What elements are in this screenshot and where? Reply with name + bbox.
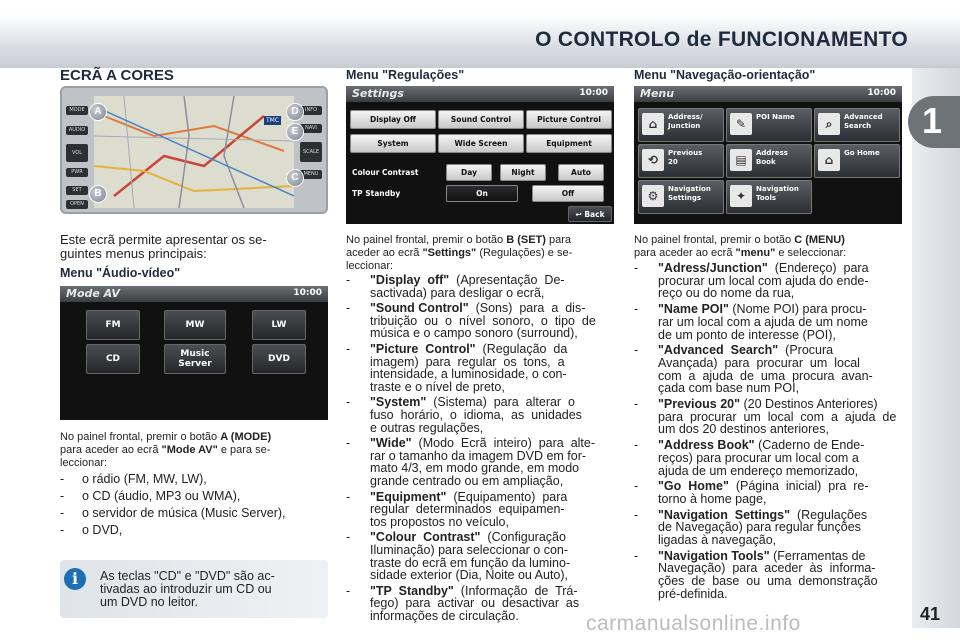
side-strip: [912, 68, 960, 628]
nav-button-icon: ✎: [730, 113, 752, 135]
av-button-music-server[interactable]: Music Server: [164, 344, 226, 374]
device-button-audio: AUDIO: [66, 126, 88, 135]
list-item: - "Equipment" (Equipamento) para regular determinados equipamen- tos propostos no veículo,: [346, 489, 568, 529]
device-button-navi: NAVI: [300, 124, 322, 133]
av-item: - o servidor de música (Music Server),: [60, 506, 286, 520]
settings-screen-time: 10:00: [579, 88, 608, 98]
nav-button-icon: ⟲: [642, 149, 664, 171]
list-item: - "System" (Sistema) para alterar o fuso horário, o idioma, as unidades e outras regulações,: [346, 395, 582, 435]
nav-button[interactable]: ⌕ Advanced Search: [814, 108, 900, 142]
info-line-1: As teclas "CD" e "DVD" são ac-: [100, 569, 275, 583]
settings-button-wide-screen[interactable]: Wide Screen: [438, 134, 524, 153]
nav-button[interactable]: ✦ Navigation Tools: [726, 180, 812, 214]
av-screen-time: 10:00: [293, 288, 322, 298]
nav-button[interactable]: ▤ Address Book: [726, 144, 812, 178]
nav-button-icon: ✦: [730, 185, 752, 207]
nav-button[interactable]: ⌂ Address/ Junction: [638, 108, 724, 142]
nav-button-icon: ⌕: [818, 113, 840, 135]
navigation-map: [94, 96, 294, 208]
section-heading-screen: ECRÃ A CORES: [60, 67, 174, 84]
nav-button[interactable]: ⌂ Go Home: [814, 144, 900, 178]
list-item: - "Navigation Settings" (Regulações de Navegação) para regular funções ligadas à navegação,: [634, 507, 868, 547]
settings-desc-line-3: leccionar:: [346, 260, 394, 272]
av-menu-heading: Menu "Áudio-vídeo": [60, 266, 181, 280]
list-item: - "Sound Control" (Sons) para a dis- tribuição ou o nível sonoro, o tipo de música e o campo sonoro (surround),: [346, 301, 596, 341]
navigation-screen-time: 10:00: [867, 88, 896, 98]
nav-button[interactable]: ⚙ Navigation Settings: [638, 180, 724, 214]
tp-standby-label: TP Standby: [352, 189, 401, 198]
list-item: - "Address Book" (Caderno de Ende- reços) para procurar um local com a ajuda de um endereço memorizado,: [634, 438, 865, 478]
device-button-vol: VOL: [66, 144, 88, 162]
standby-option-off[interactable]: Off: [532, 185, 604, 202]
callout-c: C: [287, 170, 303, 186]
av-desc-line-2: para aceder ao ecrã "Mode AV" e para se-: [60, 444, 271, 456]
device-left-buttons: [64, 100, 92, 212]
watermark: carmanualsonline.info: [586, 612, 801, 635]
device-right-buttons: [298, 100, 326, 212]
list-item: - "Advanced Search" (Procura Avançada) para procurar um local com a ajuda de uma procura avan- çada com base num POI,: [634, 343, 873, 396]
av-screen: [60, 286, 328, 420]
device-button-pwr: PWR: [66, 168, 88, 177]
settings-button-display-off[interactable]: Display Off: [350, 110, 436, 129]
info-line-3: um DVD no leitor.: [100, 595, 198, 609]
contrast-option-night[interactable]: Night: [500, 164, 546, 181]
nav-button[interactable]: ⟲ Previous 20: [638, 144, 724, 178]
colour-contrast-label: Colour Contrast: [352, 168, 419, 177]
device-button-open: OPEN: [66, 200, 88, 209]
settings-button-equipment[interactable]: Equipment: [526, 134, 612, 153]
settings-screen: [346, 86, 614, 224]
map-roads: [94, 96, 294, 208]
device-button-mode: MODE: [66, 106, 88, 115]
page-number: 41: [920, 604, 941, 624]
settings-button-system[interactable]: System: [350, 134, 436, 153]
nav-button-icon: ⚙: [642, 185, 664, 207]
callout-b: B: [90, 186, 106, 202]
intro-line-1: Este ecrã permite apresentar os se-: [60, 232, 267, 247]
av-screen-title: Mode AV: [66, 287, 120, 300]
back-arrow-icon: ↩: [575, 209, 585, 219]
list-item: - "Name POI" (Nome POI) para procu- rar um local com a ajuda de um nome de um ponto de interesse (POI),: [634, 302, 868, 342]
nav-desc-line-2: para aceder ao ecrã "menu" e seleccionar:: [634, 247, 847, 259]
list-item: - "Go Home" (Página inicial) pra re- torno à home page,: [634, 479, 869, 506]
av-desc-line-3: leccionar:: [60, 457, 108, 469]
settings-screen-title: Settings: [352, 87, 404, 100]
av-desc-line-1: No painel frontal, premir o botão A (MODE): [60, 431, 272, 443]
settings-desc-line-1: No painel frontal, premir o botão B (SET) para: [346, 234, 572, 246]
chapter-number: 1: [922, 100, 943, 141]
av-button-fm[interactable]: FM: [86, 310, 140, 340]
list-item: - "Navigation Tools" (Ferramentas de Navegação) para aceder às informa- ções de base ou uma demonstração pré-definida.: [634, 548, 878, 601]
settings-button-sound-control[interactable]: Sound Control: [438, 110, 524, 129]
list-item: - "TP Standby" (Informação de Trá- fego) para activar ou desactivar as informações de circulação.: [346, 583, 580, 623]
nav-desc-line-1: No painel frontal, premir o botão C (MENU): [634, 234, 845, 246]
callout-d: D: [287, 104, 303, 120]
nav-button-icon: ▤: [730, 149, 752, 171]
contrast-option-day[interactable]: Day: [446, 164, 492, 181]
nav-button-icon: ⌂: [818, 149, 840, 171]
list-item: - "Picture Control" (Regulação da imagem) para regular os tons, a intensidade, a luminosidade, o con- traste e o nível de preto,: [346, 342, 568, 394]
settings-back-button[interactable]: ↩ Back: [568, 206, 612, 222]
av-button-mw[interactable]: MW: [164, 310, 226, 340]
contrast-option-auto[interactable]: Auto: [558, 164, 604, 181]
settings-menu-heading: Menu "Regulações": [346, 68, 465, 82]
av-button-lw[interactable]: LW: [252, 310, 306, 340]
info-icon: i: [64, 568, 86, 590]
navigation-menu-heading: Menu "Navegação-orientação": [634, 68, 816, 82]
list-item: - "Wide" (Modo Ecrã inteiro) para alte- rar o tamanho da imagem DVD em for- mato 4/3, em modo grande, em modo grande centrado ou em ampliação,: [346, 436, 596, 488]
map-tmc-badge: TMC: [266, 117, 280, 124]
settings-desc-line-2: aceder ao ecrã "Settings" (Regulações) e se-: [346, 247, 573, 259]
nav-button[interactable]: ✎ POI Name: [726, 108, 812, 142]
nav-button-icon: ⌂: [642, 113, 664, 135]
device-button-scale: SCALE: [300, 142, 322, 162]
standby-option-on[interactable]: On: [446, 185, 518, 202]
av-item: - o DVD,: [60, 523, 123, 537]
intro-line-2: guintes menus principais:: [60, 246, 207, 261]
list-item: - "Adress/Junction" (Endereço) para procurar um local com ajuda do ende- reço ou do nome da rua,: [634, 261, 869, 301]
list-item: - "Display off" (Apresentação De- sactivada) para desligar o ecrã,: [346, 273, 565, 300]
device-button-menu: MENU: [300, 170, 322, 179]
page-title: O CONTROLO de FUNCIONAMENTO: [535, 28, 908, 51]
av-item: - o rádio (FM, MW, LW),: [60, 472, 207, 486]
list-item: - "Colour Contrast" (Configuração Iluminação) para seleccionar o con- traste do ecrã em função da lumino- sidade exterior (Dia, Noite ou Auto),: [346, 530, 571, 583]
navigation-screen-title: Menu: [640, 87, 675, 100]
list-item: - "Previous 20" (20 Destinos Anteriores) para procurar um local com a ajuda de um dos 20 destinos anteriores,: [634, 397, 897, 437]
info-line-2: tivadas ao introduzir um CD ou: [100, 582, 272, 596]
device-button-set: SET: [66, 186, 88, 195]
av-button-cd[interactable]: CD: [86, 344, 140, 374]
navigation-screen: [634, 86, 902, 224]
device-button-info: INFO: [300, 106, 322, 115]
callout-e: E: [287, 124, 303, 140]
av-item: - o CD (áudio, MP3 ou WMA),: [60, 489, 241, 503]
settings-button-picture-control[interactable]: Picture Control: [526, 110, 612, 129]
callout-a: A: [90, 104, 106, 120]
av-button-dvd[interactable]: DVD: [252, 344, 306, 374]
